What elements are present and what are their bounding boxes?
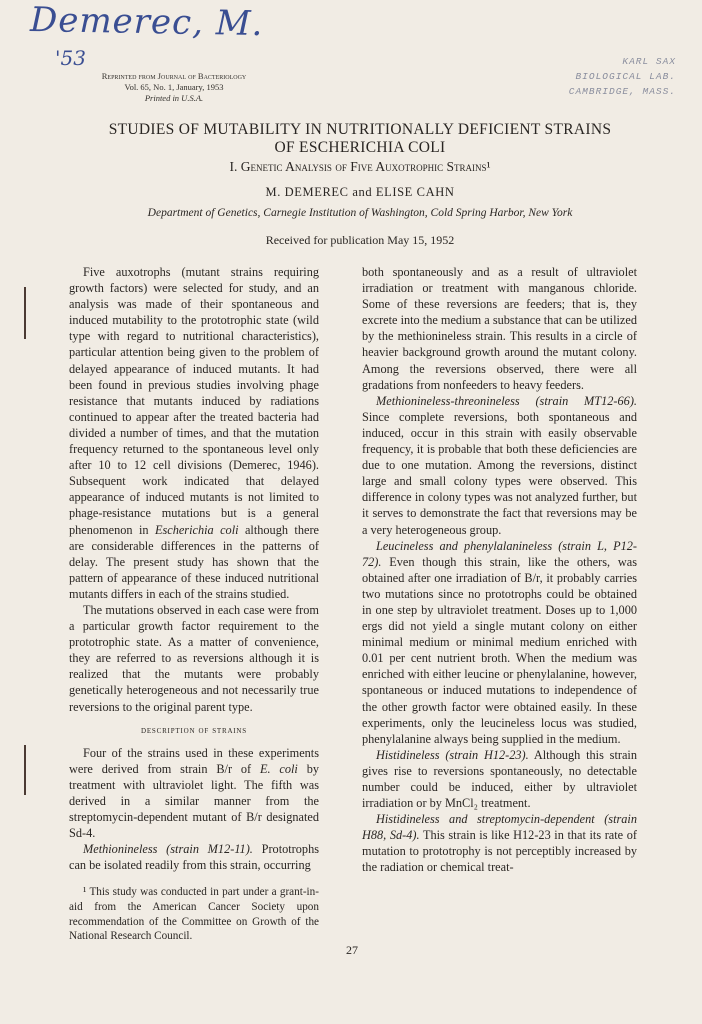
reprint-printed: Printed in U.S.A. [144,93,204,103]
paragraph-italic: Methionineless (strain M12-11). [83,842,253,857]
margin-mark [24,745,26,795]
received-date: Received for publication May 15, 1952 [265,233,455,247]
stamp-line: BIOLOGICAL LAB. [575,71,676,82]
paragraph-italic: Leucineless and phenylalanineless (strain L, P12-72). [362,538,637,569]
stamp-line: KARL SAX [622,56,676,67]
footnote: ¹ This study was conducted in part under a grant-in-aid from the American Cancer Society upon recommendation of the Committee on Growth of the National Research Council. [69,886,319,943]
section-heading: description of strains [141,725,247,736]
paragraph [69,745,319,842]
paragraph: both spontaneously and as a result of ultraviolet irradiation or treatment with manganous chloride. Some of these reversions are feeders; that is, they excrete into the medium a substance that can be utilized by the methionineless strain. This results in a circle of heavier background growth around the mutant colony. Among the reversions observed, there were all gradations from nonfeeders to heavy feeders. [362,265,637,392]
reprint-journal: Reprinted from Journal of Bacteriology [101,71,247,81]
paragraph-italic: E. coli [259,761,298,776]
reprint-notice [74,71,274,104]
paragraph-italic: Histidineless and streptomycin-dependent (strain H88, Sd-4). [362,812,637,843]
paragraph-text: Although this strain gives rise to reversions spontaneously, no detectable number could be induced, either by ultraviolet irradiation or by MnCl₂ treatment. [362,747,637,811]
paragraph-text: Four of the strains used in these experiments were derived from strain B/r of [69,745,319,776]
paragraph-italic: Methionineless-threonineless (strain MT12-66). [376,393,637,408]
paragraph [362,393,637,538]
handwritten-year-annotation: '53 [55,46,86,70]
paragraph-text: although there are considerable differences in the patterns of delay. The present study has shown that the pattern of appearance of these induced nutritional mutants differs in each of the strains studied. [69,522,319,601]
paragraph-text: Since complete reversions, both spontaneous and induced, occur in this strain with easily observable frequency, it is probable that both these deficiencies are due to one mutation. Among the reversions, distinct large and small colony types were observed. This difference in colony types was not analyzed further, but it serves to demonstrate the fact that reversions may be a very heterogeneous group. [362,409,637,537]
margin-mark [24,287,26,339]
handwritten-author-annotation: Demerec, M. [29,0,264,45]
left-column [69,264,319,944]
right-column [362,264,637,876]
title-line-2: OF ESCHERICHIA COLI [274,139,446,156]
library-stamp [536,54,676,99]
paragraph-text: Even though this strain, like the others, was obtained after one irradiation of B/r, it probably carries two mutations since no prototrophs could be obtained in one step by ultraviolet treatment. Doses up to 1,000 ergs did not yield a single mutant colony on either minimal medium or minimal medium enriched with 0.01 per cent nutrient broth. When the medium was enriched with either leucine or phenylalanine, however, spontaneous or induced mutations to independence of the other growth factor were obtained easily. In these experiments, only the leucineless locus was studied, phenylalanine always being supplied in the medium. [362,554,637,746]
article-subtitle: I. Genetic Analysis of Five Auxotrophic Strains¹ [229,159,491,174]
article-authors: M. DEMEREC and ELISE CAHN [265,185,455,199]
paragraph-text: by treatment with ultraviolet light. The fifth was derived in a similar manner from the streptomycin-dependent mutant of B/r designated Sd-4. [69,761,319,841]
title-line-1: STUDIES OF MUTABILITY IN NUTRITIONALLY DEFICIENT STRAINS [108,121,612,138]
paragraph-text: Five auxotrophs (mutant strains requiring growth factors) were selected for study, and an analysis was made of their spontaneous and induced mutability to the prototrophic state (wild type with regard to nutritional characteristics), particular attention being given to the problem of delayed appearance of induced mutants. It had been found in previous studies involving phage resistance that mutants induced by radiations continued to appear after the treated bacteria had divided a number of times, and that the mutation frequency returned to the spontaneous level only after 10 to 12 cell divisions (Demerec, 1946). Subsequent work indicated that delayed appearance of induced mutants is not limited to phage-resistance mutations but is a general phenomenon in [69,265,319,537]
paragraph [362,538,637,747]
paragraph [362,811,637,875]
stamp-line: CAMBRIDGE, MASS. [568,86,676,97]
paragraph [69,841,319,873]
paragraph [362,747,637,811]
paragraph-italic: Escherichia coli [154,522,239,537]
page-number: 27 [346,943,358,957]
paragraph: The mutations observed in each case were from a particular growth factor requirement to the prototrophic state. As a matter of convenience, they are referred to as reversions although it is realized that the mutants were probably genetically heterogeneous and not necessarily true reversions to the original parent type. [69,602,319,714]
paragraph-text: This strain is like H12-23 in that its rate of mutation to prototrophy is not perceptibly increased by the radiation or chemical treat- [362,828,637,875]
paragraph-italic: Histidineless (strain H12-23). [376,747,529,762]
reprint-volume: Vol. 65, No. 1, January, 1953 [124,82,224,92]
paragraph [69,264,319,602]
paragraph-text: Prototrophs can be isolated readily from this strain, occurring [69,842,319,873]
article-title [60,121,660,157]
article-affiliation: Department of Genetics, Carnegie Institution of Washington, Cold Spring Harbor, New York [147,207,573,219]
